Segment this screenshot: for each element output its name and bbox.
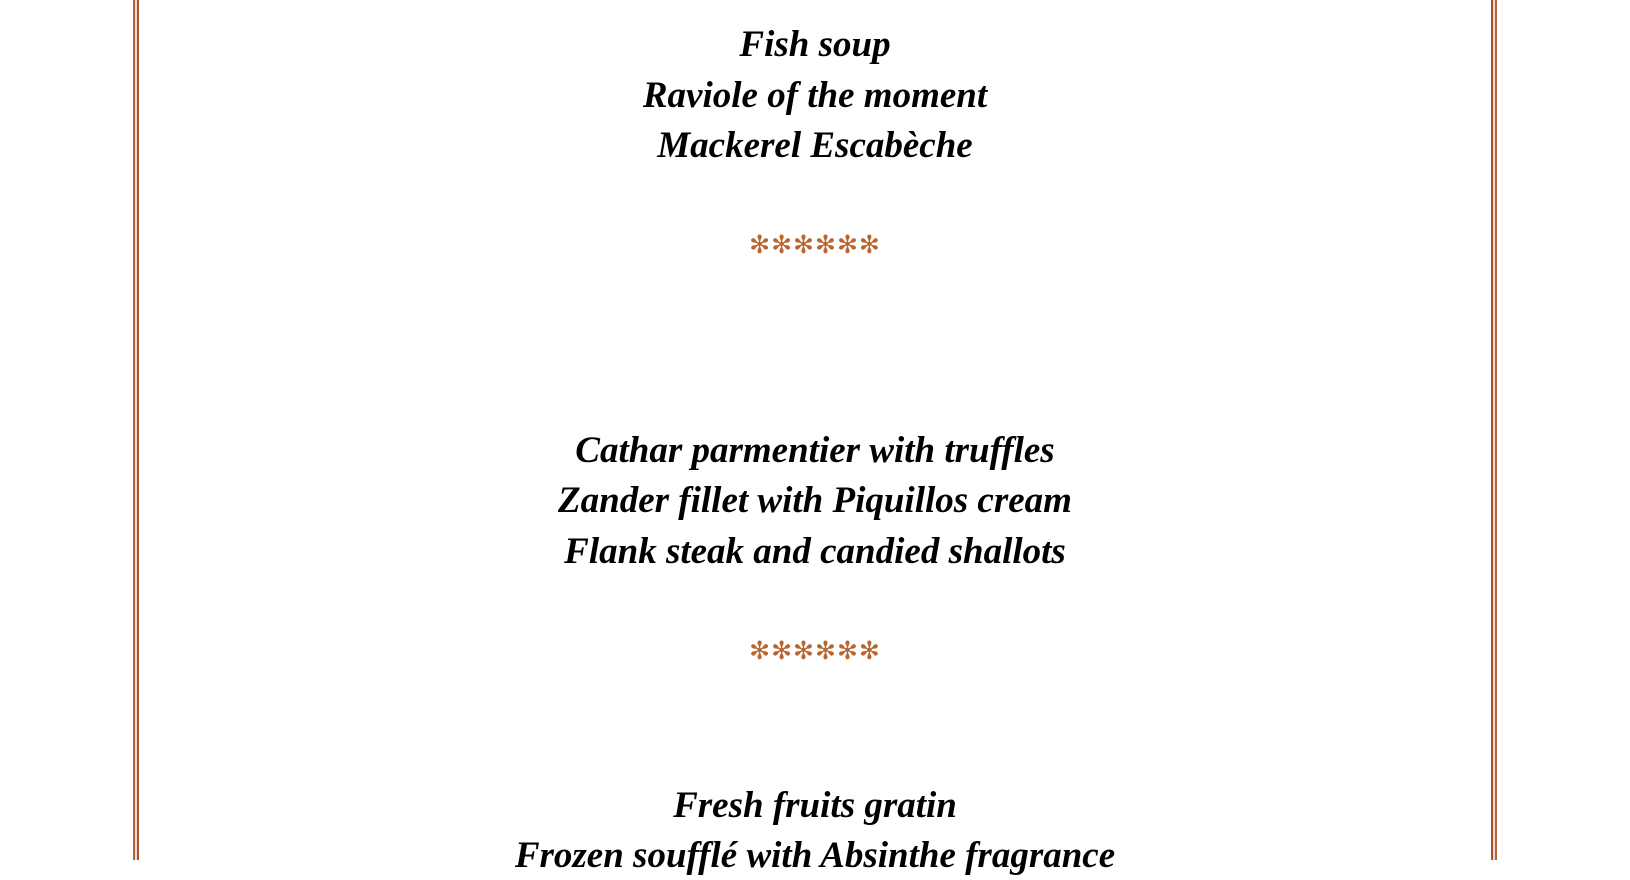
- menu-item-fish-soup: Fish soup: [739, 24, 891, 65]
- course-separator-2: ✻✻✻✻✻✻: [749, 636, 881, 665]
- left-border-inner-line: [137, 0, 139, 860]
- menu-item-flank-steak: Flank steak and candied shallots: [564, 531, 1066, 572]
- menu-item-cathar-parmentier: Cathar parmentier with truffles: [575, 430, 1055, 471]
- menu-item-mackerel: Mackerel Escabèche: [657, 125, 973, 166]
- right-border-outer-line: [1495, 0, 1497, 860]
- menu-item-zander-fillet: Zander fillet with Piquillos cream: [558, 480, 1072, 521]
- menu-item-fresh-fruits-gratin: Fresh fruits gratin: [673, 785, 957, 826]
- menu-item-frozen-souffle: Frozen soufflé with Absinthe fragrance: [514, 835, 1116, 876]
- course-separator-1: ✻✻✻✻✻✻: [749, 230, 881, 259]
- menu-item-raviole: Raviole of the moment: [642, 75, 988, 116]
